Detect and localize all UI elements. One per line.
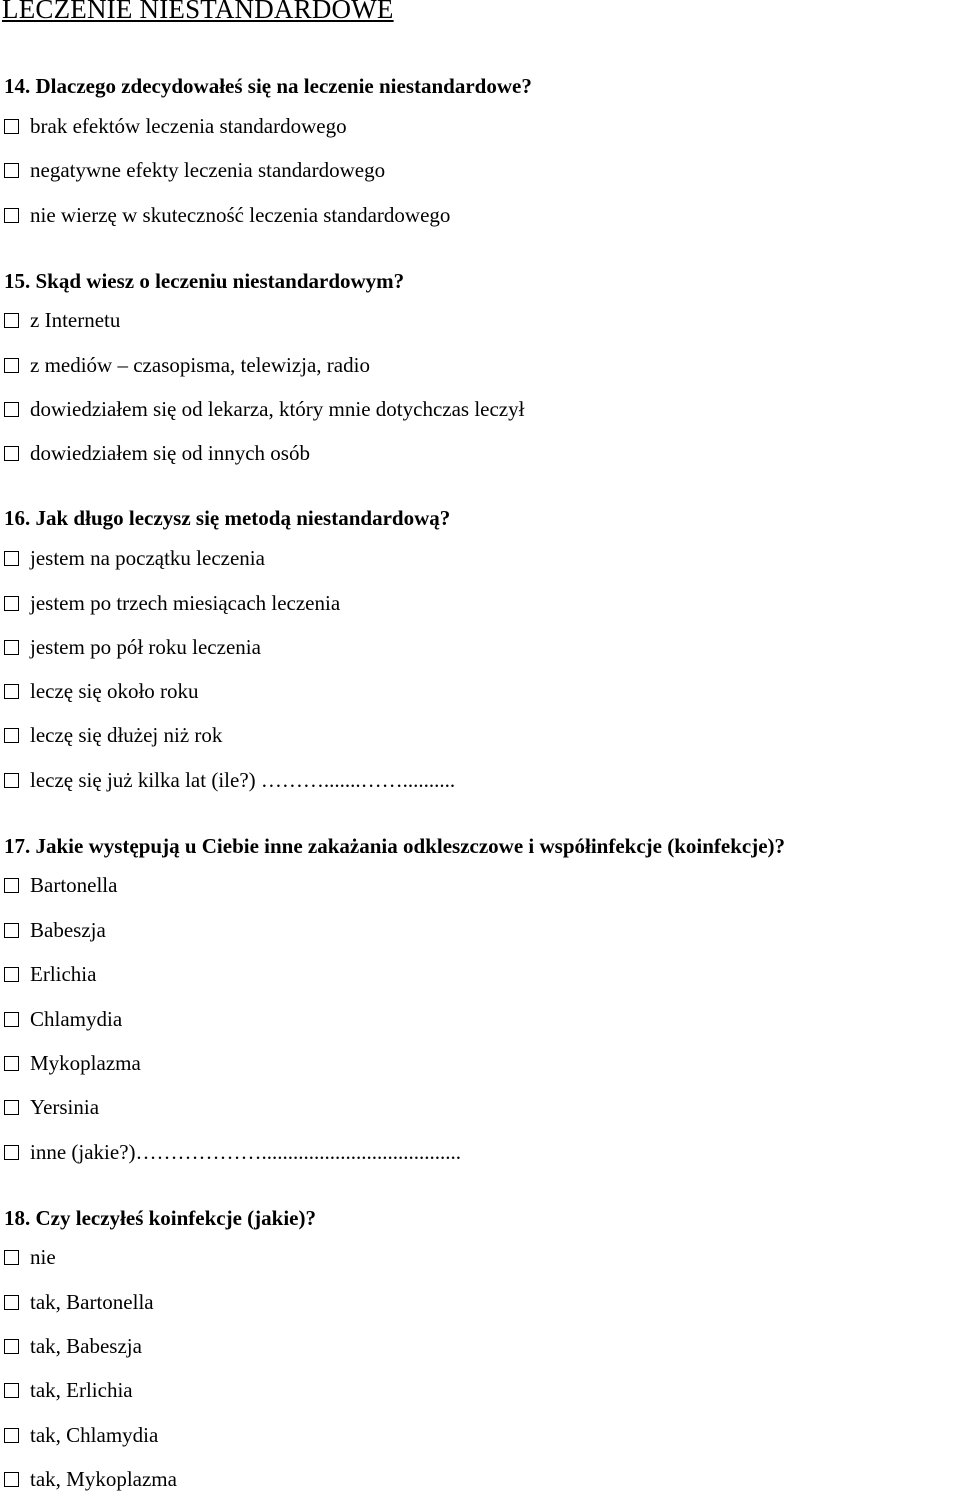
option-label: tak, Mykoplazma	[30, 1467, 177, 1491]
checkbox[interactable]	[4, 640, 19, 655]
option-17-4[interactable]	[4, 1007, 122, 1031]
checkbox[interactable]	[4, 1012, 19, 1027]
checkbox[interactable]	[4, 923, 19, 938]
checkbox[interactable]	[4, 1100, 19, 1115]
page-title: LECZENIE NIESTANDARDOWE	[2, 0, 394, 24]
option-18-4[interactable]	[4, 1378, 133, 1402]
option-16-3[interactable]	[4, 635, 261, 659]
checkbox[interactable]	[4, 446, 19, 461]
option-16-5[interactable]	[4, 723, 222, 747]
question-15: 15. Skąd wiesz o leczeniu niestandardowym?	[4, 269, 405, 293]
option-17-6[interactable]	[4, 1095, 99, 1119]
option-label: nie wierzę w skuteczność leczenia standardowego	[30, 203, 451, 227]
option-label: negatywne efekty leczenia standardowego	[30, 158, 386, 182]
checkbox[interactable]	[4, 358, 19, 373]
option-label: leczę się około roku	[30, 679, 199, 703]
option-label: Erlichia	[30, 962, 97, 986]
option-label: dowiedziałem się od lekarza, który mnie dotychczas leczył	[30, 397, 525, 421]
option-18-2[interactable]	[4, 1290, 154, 1314]
option-18-1[interactable]	[4, 1245, 56, 1269]
option-label: z Internetu	[30, 308, 121, 332]
checkbox[interactable]	[4, 1383, 19, 1398]
option-15-2[interactable]	[4, 353, 370, 377]
option-label: Babeszja	[30, 918, 106, 942]
option-label: tak, Babeszja	[30, 1334, 142, 1358]
option-14-3[interactable]	[4, 203, 450, 227]
option-label: jestem po trzech miesiącach leczenia	[30, 591, 341, 615]
question-18: 18. Czy leczyłeś koinfekcje (jakie)?	[4, 1206, 316, 1230]
question-17: 17. Jakie występują u Ciebie inne zakażania odkleszczowe i współinfekcje (koinfekcje)?	[4, 834, 786, 858]
checkbox[interactable]	[4, 402, 19, 417]
option-label: leczę się dłużej niż rok	[30, 723, 223, 747]
checkbox[interactable]	[4, 1472, 19, 1487]
checkbox[interactable]	[4, 163, 19, 178]
option-16-2[interactable]	[4, 591, 340, 615]
option-16-6[interactable]	[4, 768, 455, 792]
option-label: inne (jakie?)………………......................................	[30, 1140, 462, 1164]
option-label: Chlamydia	[30, 1007, 123, 1031]
option-15-4[interactable]	[4, 441, 310, 465]
checkbox[interactable]	[4, 313, 19, 328]
checkbox[interactable]	[4, 1056, 19, 1071]
checkbox[interactable]	[4, 1428, 19, 1443]
option-18-6[interactable]	[4, 1467, 177, 1491]
option-label: tak, Erlichia	[30, 1378, 133, 1402]
option-14-2[interactable]	[4, 158, 385, 182]
option-18-3[interactable]	[4, 1334, 142, 1358]
option-17-2[interactable]	[4, 918, 106, 942]
checkbox[interactable]	[4, 551, 19, 566]
option-label: jestem na początku leczenia	[30, 546, 265, 570]
checkbox[interactable]	[4, 1250, 19, 1265]
option-label: leczę się już kilka lat (ile?) ……….......……..........	[30, 768, 456, 792]
checkbox[interactable]	[4, 684, 19, 699]
checkbox[interactable]	[4, 596, 19, 611]
checkbox[interactable]	[4, 728, 19, 743]
checkbox[interactable]	[4, 967, 19, 982]
option-16-4[interactable]	[4, 679, 199, 703]
option-17-1[interactable]	[4, 873, 117, 897]
option-label: tak, Bartonella	[30, 1290, 154, 1314]
checkbox[interactable]	[4, 208, 19, 223]
option-label: jestem po pół roku leczenia	[30, 635, 261, 659]
option-17-7[interactable]	[4, 1140, 461, 1164]
question-14: 14. Dlaczego zdecydowałeś się na leczenie niestandardowe?	[4, 74, 532, 98]
checkbox[interactable]	[4, 119, 19, 134]
question-16: 16. Jak długo leczysz się metodą niestandardową?	[4, 506, 451, 530]
checkbox[interactable]	[4, 1145, 19, 1160]
option-label: Yersinia	[30, 1095, 100, 1119]
option-label: z mediów – czasopisma, telewizja, radio	[30, 353, 370, 377]
option-15-1[interactable]	[4, 308, 120, 332]
checkbox[interactable]	[4, 1339, 19, 1354]
option-label: Mykoplazma	[30, 1051, 141, 1075]
option-14-1[interactable]	[4, 114, 347, 138]
option-17-5[interactable]	[4, 1051, 141, 1075]
checkbox[interactable]	[4, 1295, 19, 1310]
option-label: tak, Chlamydia	[30, 1423, 159, 1447]
option-18-5[interactable]	[4, 1423, 158, 1447]
option-label: Bartonella	[30, 873, 118, 897]
option-15-3[interactable]	[4, 397, 524, 421]
option-label: brak efektów leczenia standardowego	[30, 114, 347, 138]
checkbox[interactable]	[4, 878, 19, 893]
option-label: nie	[30, 1245, 56, 1269]
option-16-1[interactable]	[4, 546, 265, 570]
checkbox[interactable]	[4, 773, 19, 788]
option-label: dowiedziałem się od innych osób	[30, 441, 310, 465]
option-17-3[interactable]	[4, 962, 96, 986]
